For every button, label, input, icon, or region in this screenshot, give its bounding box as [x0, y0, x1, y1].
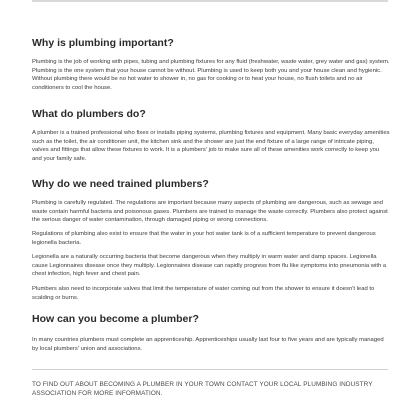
- paragraph-plumbing-regulated: Plumbing is carefully regulated. The regulations are important because many aspects of plumbing are dangerous, such as sewage and waste contain harmful bacteria and poisonous gases. Plumbers are trained to manage the waste correctly. Plumbers also protect against the serious danger of water contamination, through damaged piping or wrong connections.: [32, 200, 388, 223]
- paragraph-temperature-valves: Plumbers also need to incorporate valves that limit the temperature of water coming out from the shower to ensure it doesn't lead to scalding or burns.: [32, 286, 375, 301]
- footer-call-to-action: TO FIND OUT ABOUT BECOMING A PLUMBER IN YOUR TOWN CONTACT YOUR LOCAL PLUMBING INDUSTRY ASSOCIATION FOR MORE INFORMATION.: [32, 381, 373, 397]
- paragraph-what-plumbers-do: A plumber is a trained professional who fixes or installs piping systems, plumbing fixtures and equipment. Many basic everyday amenities such as the toilet, the air conditioner unit, the kitchen sink and the shower are just the end fixture of a large range of intricate piping, valves and fittings that allow these fixtures to work. It is a plumbers' job to make sure all of these amenities work correctly to keep you and your family safe.: [32, 130, 390, 162]
- paragraph-why-plumbing-important: Plumbing is the job of working with pipes, tubing and plumbing fixtures for any fluid (freshwater, waste water, grey water and gas) system. Plumbing is the one system that your house cannot be without. Plumbing is used to keep both you and your house clean and hygienic. Without plumbing there would be no hot water to shower in, no gas for cooking or to heat your house, no flush toilets and no air conditioners to cool the house.: [32, 59, 390, 91]
- bottom-divider: [32, 369, 388, 370]
- heading-become-plumber: How can you become a plumber?: [32, 313, 199, 325]
- heading-why-trained-plumbers: Why do we need trained plumbers?: [32, 178, 209, 190]
- heading-why-plumbing-important: Why is plumbing important?: [32, 37, 174, 49]
- heading-what-plumbers-do: What do plumbers do?: [32, 108, 146, 120]
- paragraph-regulations-legionella: Regulations of plumbing also exist to ensure that the water in your hot water tank is of a sufficient temperature to prevent dangerous legionella bacteria.: [32, 231, 376, 246]
- top-divider: [32, 0, 388, 2]
- paragraph-legionella-disease: Legionella are a naturally occurring bacteria that become dangerous when they multiply in warm water and damp spaces. Legionella cause Legionnaires disease once they multiply. Legionnaires disease can rapidly progress from flu like symptoms into pneumonia with a chest infection, high fever and chest pain.: [32, 254, 387, 277]
- paragraph-apprenticeship: In many countries plumbers must complete an apprenticeship. Apprenticeships usually last four to five years and are typically managed by local plumbers' union and associations.: [32, 337, 384, 352]
